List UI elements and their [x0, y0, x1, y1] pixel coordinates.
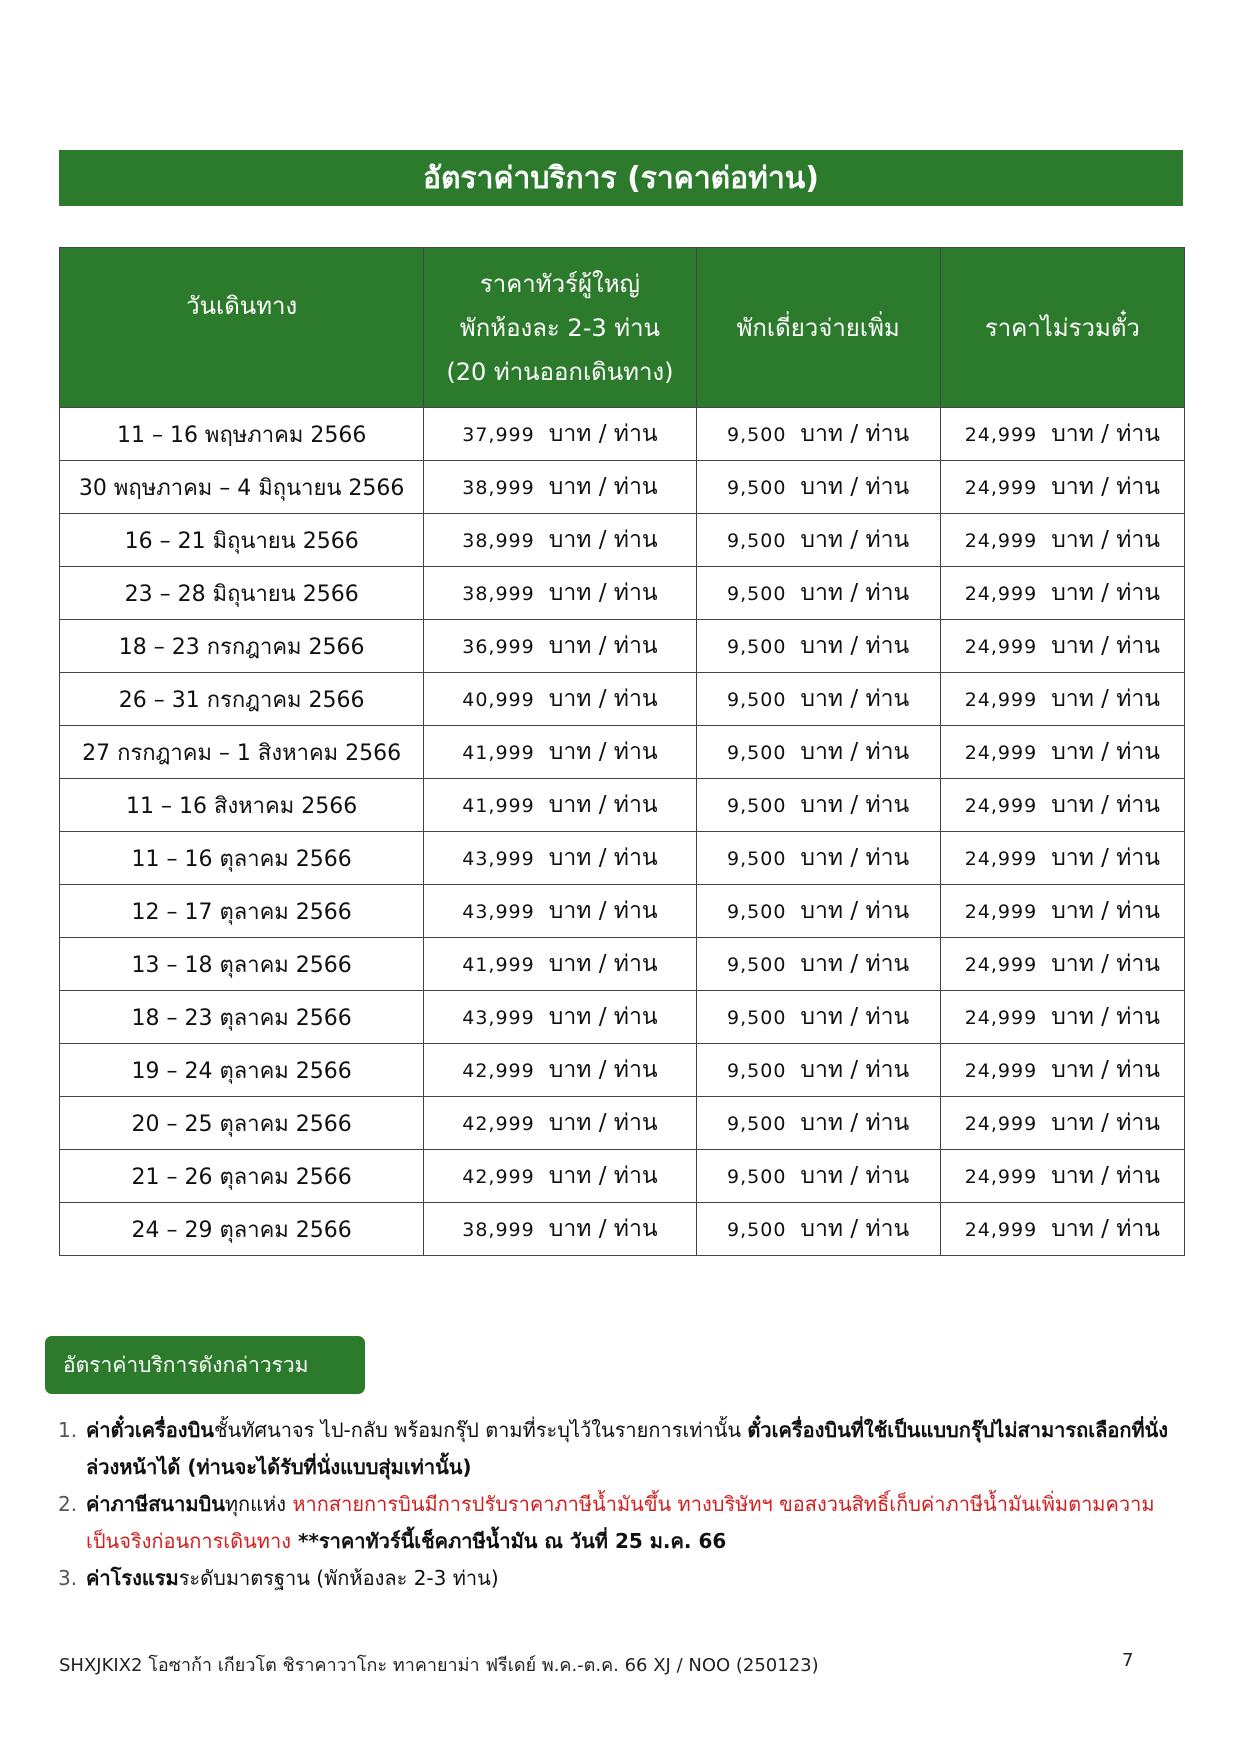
row-date: 24 – 29 ตุลาคม 2566 [60, 1203, 424, 1256]
price-value: 37,999 [462, 424, 535, 446]
row-adult-price [424, 1150, 696, 1203]
price-unit: บาท / ท่าน [548, 1057, 658, 1083]
table-row [60, 461, 1185, 514]
footer-code: SHXJKIX2 โอซาก้า เกียวโต ชิราคาวาโกะ ทาคายาม่า ฟรีเดย์ พ.ค.-ต.ค. 66 XJ / NOO (250123) [59, 1655, 819, 1676]
row-adult-price [424, 726, 696, 779]
row-adult-price [424, 938, 696, 991]
price-unit: บาท / ท่าน [800, 527, 910, 553]
row-single-supplement [696, 832, 940, 885]
price-unit: บาท / ท่าน [800, 951, 910, 977]
price-value: 9,500 [727, 1060, 787, 1082]
price-table-header [60, 248, 1185, 408]
row-adult-price [424, 567, 696, 620]
price-value: 24,999 [964, 424, 1038, 446]
row-date: 27 กรกฎาคม – 1 สิงหาคม 2566 [60, 726, 424, 779]
price-unit: บาท / ท่าน [548, 474, 658, 500]
row-no-ticket-price [940, 620, 1184, 673]
table-row [60, 1150, 1185, 1203]
price-unit: บาท / ท่าน [1051, 792, 1161, 818]
price-value: 9,500 [727, 530, 787, 552]
price-unit: บาท / ท่าน [1051, 898, 1161, 924]
header-date: วันเดินทาง [60, 248, 424, 408]
price-unit: บาท / ท่าน [1051, 845, 1161, 871]
price-unit: บาท / ท่าน [1051, 633, 1161, 659]
table-row [60, 514, 1185, 567]
price-value: 41,999 [462, 742, 535, 764]
row-date: 26 – 31 กรกฎาคม 2566 [60, 673, 424, 726]
header-no-ticket-price: ราคาไม่รวมตั๋ว [940, 248, 1184, 408]
price-unit: บาท / ท่าน [800, 633, 910, 659]
row-single-supplement [696, 514, 940, 567]
price-value: 9,500 [727, 742, 787, 764]
price-value: 38,999 [462, 530, 535, 552]
table-row [60, 726, 1185, 779]
price-value: 41,999 [462, 954, 535, 976]
row-adult-price [424, 673, 696, 726]
price-unit: บาท / ท่าน [548, 1004, 658, 1030]
row-no-ticket-price [940, 567, 1184, 620]
price-unit: บาท / ท่าน [548, 1163, 658, 1189]
price-value: 36,999 [462, 636, 535, 658]
price-title-bar [59, 150, 1183, 206]
includes-tag: อัตราค่าบริการดังกล่าวรวม [45, 1336, 365, 1394]
row-adult-price [424, 991, 696, 1044]
row-adult-price [424, 514, 696, 567]
table-row [60, 673, 1185, 726]
price-unit: บาท / ท่าน [548, 898, 658, 924]
row-no-ticket-price [940, 991, 1184, 1044]
price-value: 24,999 [964, 1007, 1038, 1029]
row-adult-price [424, 620, 696, 673]
row-date: 19 – 24 ตุลาคม 2566 [60, 1044, 424, 1097]
price-value: 9,500 [727, 636, 787, 658]
price-unit: บาท / ท่าน [548, 1216, 658, 1242]
row-no-ticket-price [940, 1150, 1184, 1203]
table-row [60, 1044, 1185, 1097]
row-no-ticket-price [940, 1203, 1184, 1256]
row-adult-price [424, 461, 696, 514]
header-single-supplement: พักเดี่ยวจ่ายเพิ่ม [696, 248, 940, 408]
table-row [60, 885, 1185, 938]
row-date: 18 – 23 ตุลาคม 2566 [60, 991, 424, 1044]
price-unit: บาท / ท่าน [800, 686, 910, 712]
price-value: 43,999 [462, 1007, 535, 1029]
row-single-supplement [696, 726, 940, 779]
price-unit: บาท / ท่าน [548, 951, 658, 977]
row-single-supplement [696, 620, 940, 673]
row-date: 23 – 28 มิถุนายน 2566 [60, 567, 424, 620]
price-value: 24,999 [964, 742, 1038, 764]
price-value: 42,999 [462, 1166, 535, 1188]
page-number: 7 [1122, 1650, 1134, 1671]
price-unit: บาท / ท่าน [800, 845, 910, 871]
row-single-supplement [696, 567, 940, 620]
price-unit: บาท / ท่าน [1051, 1110, 1161, 1136]
price-unit: บาท / ท่าน [1051, 421, 1161, 447]
row-no-ticket-price [940, 514, 1184, 567]
list-item: 2. ค่าภาษีสนามบินทุกแห่ง หากสายการบินมีการปรับราคาภาษีน้ำมันขึ้น ทางบริษัทฯ ขอสงวนสิทธิ์เก็บค่าภาษีน้ำมันเพิ่มตามความเป็นจริงก่อนการเดินทาง **ราคาทัวร์นี้เช็คภาษีน้ำมัน ณ วันที่ 25 ม.ค. 66 [58, 1492, 1155, 1553]
price-unit: บาท / ท่าน [548, 421, 658, 447]
row-date: 12 – 17 ตุลาคม 2566 [60, 885, 424, 938]
price-unit: บาท / ท่าน [548, 527, 658, 553]
price-value: 9,500 [727, 901, 787, 923]
row-no-ticket-price [940, 779, 1184, 832]
price-value: 9,500 [727, 1166, 787, 1188]
row-date: 18 – 23 กรกฎาคม 2566 [60, 620, 424, 673]
price-value: 24,999 [964, 689, 1038, 711]
row-single-supplement [696, 779, 940, 832]
row-no-ticket-price [940, 885, 1184, 938]
table-row [60, 1203, 1185, 1256]
price-value: 38,999 [462, 477, 535, 499]
row-single-supplement [696, 461, 940, 514]
price-unit: บาท / ท่าน [1051, 474, 1161, 500]
price-value: 43,999 [462, 848, 535, 870]
price-value: 9,500 [727, 954, 787, 976]
price-value: 9,500 [727, 1219, 787, 1241]
row-date: 13 – 18 ตุลาคม 2566 [60, 938, 424, 991]
price-unit: บาท / ท่าน [800, 898, 910, 924]
price-unit: บาท / ท่าน [548, 633, 658, 659]
list-item: 3. ค่าโรงแรมระดับมาตรฐาน (พักห้องละ 2-3 ท่าน) [58, 1566, 499, 1590]
table-row [60, 1097, 1185, 1150]
includes-list [58, 1412, 1186, 1597]
row-adult-price [424, 1097, 696, 1150]
row-date: 11 – 16 สิงหาคม 2566 [60, 779, 424, 832]
row-single-supplement [696, 1203, 940, 1256]
price-unit: บาท / ท่าน [548, 580, 658, 606]
table-row [60, 567, 1185, 620]
row-single-supplement [696, 885, 940, 938]
price-value: 24,999 [964, 1219, 1038, 1241]
row-single-supplement [696, 1044, 940, 1097]
price-value: 43,999 [462, 901, 535, 923]
price-value: 9,500 [727, 1007, 787, 1029]
price-unit: บาท / ท่าน [1051, 686, 1161, 712]
price-unit: บาท / ท่าน [1051, 1057, 1161, 1083]
price-value: 24,999 [964, 795, 1038, 817]
price-unit: บาท / ท่าน [800, 1216, 910, 1242]
price-value: 24,999 [964, 583, 1038, 605]
price-value: 24,999 [964, 1113, 1038, 1135]
price-value: 40,999 [462, 689, 535, 711]
row-date: 11 – 16 พฤษภาคม 2566 [60, 408, 424, 461]
price-unit: บาท / ท่าน [1051, 580, 1161, 606]
price-value: 9,500 [727, 583, 787, 605]
price-unit: บาท / ท่าน [548, 845, 658, 871]
price-unit: บาท / ท่าน [800, 739, 910, 765]
header-adult-price: ราคาทัวร์ผู้ใหญ่ พักห้องละ 2-3 ท่าน (20 ท่านออกเดินทาง) [424, 248, 696, 408]
price-unit: บาท / ท่าน [548, 739, 658, 765]
price-unit: บาท / ท่าน [1051, 739, 1161, 765]
price-value: 9,500 [727, 848, 787, 870]
row-single-supplement [696, 1097, 940, 1150]
row-date: 21 – 26 ตุลาคม 2566 [60, 1150, 424, 1203]
row-date: 30 พฤษภาคม – 4 มิถุนายน 2566 [60, 461, 424, 514]
table-row [60, 408, 1185, 461]
price-unit: บาท / ท่าน [548, 1110, 658, 1136]
row-date: 20 – 25 ตุลาคม 2566 [60, 1097, 424, 1150]
row-adult-price [424, 408, 696, 461]
price-unit: บาท / ท่าน [1051, 1163, 1161, 1189]
table-row [60, 991, 1185, 1044]
price-value: 9,500 [727, 795, 787, 817]
row-no-ticket-price [940, 461, 1184, 514]
price-value: 41,999 [462, 795, 535, 817]
price-value: 24,999 [964, 636, 1038, 658]
price-value: 38,999 [462, 583, 535, 605]
price-unit: บาท / ท่าน [800, 1163, 910, 1189]
price-value: 24,999 [964, 1060, 1038, 1082]
table-row [60, 620, 1185, 673]
row-single-supplement [696, 938, 940, 991]
row-no-ticket-price [940, 408, 1184, 461]
price-value: 24,999 [964, 901, 1038, 923]
price-unit: บาท / ท่าน [800, 421, 910, 447]
price-unit: บาท / ท่าน [1051, 951, 1161, 977]
page-title: อัตราค่าบริการ (ราคาต่อท่าน) [422, 160, 820, 196]
price-unit: บาท / ท่าน [800, 1004, 910, 1030]
price-unit: บาท / ท่าน [1051, 1004, 1161, 1030]
row-no-ticket-price [940, 832, 1184, 885]
list-item: 1. ค่าตั๋วเครื่องบินชั้นทัศนาจร ไป-กลับ พร้อมกรุ๊ป ตามที่ระบุไว้ในรายการเท่านั้น ตั๋วเครื่องบินที่ใช้เป็นแบบกรุ๊ปไม่สามารถเลือกที่นั่งล่วงหน้าได้ (ท่านจะได้รับที่นั่งแบบสุ่มเท่านั้น) [58, 1418, 1169, 1479]
price-unit: บาท / ท่าน [800, 792, 910, 818]
row-single-supplement [696, 1150, 940, 1203]
price-unit: บาท / ท่าน [800, 474, 910, 500]
row-date: 11 – 16 ตุลาคม 2566 [60, 832, 424, 885]
price-value: 42,999 [462, 1060, 535, 1082]
row-no-ticket-price [940, 673, 1184, 726]
row-date: 16 – 21 มิถุนายน 2566 [60, 514, 424, 567]
price-unit: บาท / ท่าน [800, 1110, 910, 1136]
table-row [60, 938, 1185, 991]
price-value: 24,999 [964, 1166, 1038, 1188]
row-no-ticket-price [940, 1097, 1184, 1150]
price-value: 24,999 [964, 530, 1038, 552]
price-unit: บาท / ท่าน [1051, 1216, 1161, 1242]
row-single-supplement [696, 673, 940, 726]
price-table [59, 247, 1185, 1256]
price-value: 9,500 [727, 689, 787, 711]
row-adult-price [424, 1203, 696, 1256]
price-unit: บาท / ท่าน [800, 1057, 910, 1083]
price-unit: บาท / ท่าน [800, 580, 910, 606]
row-single-supplement [696, 991, 940, 1044]
row-no-ticket-price [940, 938, 1184, 991]
row-no-ticket-price [940, 726, 1184, 779]
price-value: 42,999 [462, 1113, 535, 1135]
row-adult-price [424, 832, 696, 885]
row-adult-price [424, 1044, 696, 1097]
price-value: 9,500 [727, 424, 787, 446]
row-adult-price [424, 779, 696, 832]
price-value: 24,999 [964, 848, 1038, 870]
price-value: 9,500 [727, 477, 787, 499]
price-unit: บาท / ท่าน [548, 792, 658, 818]
price-value: 24,999 [964, 477, 1038, 499]
price-value: 38,999 [462, 1219, 535, 1241]
table-row [60, 779, 1185, 832]
price-unit: บาท / ท่าน [548, 686, 658, 712]
row-no-ticket-price [940, 1044, 1184, 1097]
table-row [60, 832, 1185, 885]
price-value: 9,500 [727, 1113, 787, 1135]
row-adult-price [424, 885, 696, 938]
row-single-supplement [696, 408, 940, 461]
price-unit: บาท / ท่าน [1051, 527, 1161, 553]
price-value: 24,999 [964, 954, 1038, 976]
